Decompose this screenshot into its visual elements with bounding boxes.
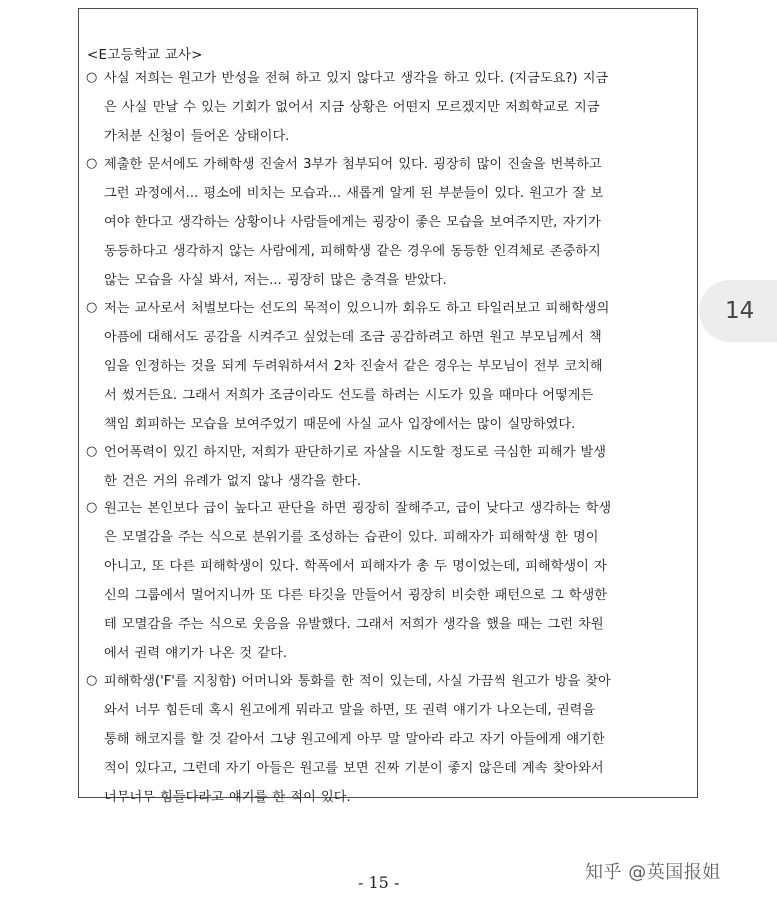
page-tab-number: 14 — [725, 298, 755, 324]
statement-line: 아픔에 대해서도 공감을 시켜주고 싶었는데 조금 공감하려고 하면 원고 부모님께서 책 — [104, 330, 602, 345]
statement-line: 임을 인정하는 것을 되게 두려워하셔서 2차 진술서 같은 경우는 부모님이 전부 코치해 — [104, 359, 603, 374]
statement-line: 통해 해코지를 할 것 같아서 그냥 원고에게 아무 말 말아라 라고 자기 아들에게 얘기한 — [104, 732, 605, 747]
page-number: - 15 - — [358, 873, 400, 892]
statement-line: 저는 교사로서 처벌보다는 선도의 목적이 있으니까 회유도 하고 타일러보고 피해학생의 — [104, 301, 610, 316]
statement-line: 동등하다고 생각하지 않는 사람에게, 피해학생 같은 경우에 동등한 인격체로 존중하지 — [104, 244, 601, 259]
statement-line: 제출한 문서에도 가해학생 진술서 3부가 첨부되어 있다. 굉장히 많이 진술을 번복하고 — [104, 157, 602, 172]
statement-line: 너무너무 힘들다라고 얘기를 한 적이 있다. — [104, 790, 351, 805]
statement-item — [86, 445, 692, 503]
statement-line: 테 모멸감을 주는 식으로 웃음을 유발했다. 그래서 저희가 생각을 했을 때는 그런 차원 — [104, 617, 604, 632]
statement-item — [86, 157, 692, 302]
statement-line: 적이 있다고, 그런데 자기 아들은 원고를 보면 진짜 기분이 좋지 않은데 계속 찾아와서 — [104, 761, 604, 776]
statement-item — [86, 674, 692, 819]
statement-line: 그런 과정에서... 평소에 비치는 모습과... 새롭게 알게 된 부분들이 있다. 원고가 잘 보 — [104, 186, 604, 201]
statement-line: 않는 모습을 사실 봐서, 저는... 굉장히 많은 충격을 받았다. — [104, 273, 447, 288]
watermark: 知乎 @英国报姐 — [585, 862, 721, 883]
statement-line: 은 모멸감을 주는 식으로 분위기를 조성하는 습관이 있다. 피해자가 피해학생 한 명이 — [104, 530, 599, 545]
circle-bullet-icon: ○ — [86, 70, 98, 85]
circle-bullet-icon: ○ — [86, 500, 98, 515]
section-title: <E고등학교 교사> — [87, 47, 203, 63]
statement-item — [86, 71, 692, 158]
statement-line: 와서 너무 힘든데 혹시 원고에게 뭐라고 말을 하면, 또 권력 얘기가 나오는데, 권력을 — [104, 703, 596, 718]
statement-line: 은 사실 만날 수 있는 기회가 없어서 지금 상황은 어떤지 모르겠지만 저희학교로 지금 — [104, 100, 600, 115]
page-tab[interactable] — [699, 280, 777, 342]
statement-line: 신의 그룹에서 멀어지니까 또 다른 타깃을 만들어서 굉장히 비슷한 패턴으로 그 학생한 — [104, 588, 607, 603]
statement-line: 서 썼거든요. 그래서 저희가 조금이라도 선도를 하려는 시도가 있을 때마다 어떻게든 — [104, 388, 594, 403]
circle-bullet-icon: ○ — [86, 673, 98, 688]
circle-bullet-icon: ○ — [86, 444, 98, 459]
statement-line: 아니고, 또 다른 피해학생이 있다. 학폭에서 피해자가 총 두 명이었는데, 피해학생이 자 — [104, 559, 607, 574]
statement-line: 에서 권력 얘기가 나온 것 같다. — [104, 646, 288, 661]
statement-line: 원고는 본인보다 급이 높다고 판단을 하면 굉장히 잘해주고, 급이 낮다고 생각하는 학생 — [104, 501, 612, 516]
statement-line: 피해학생('F'를 지칭함) 어머니와 통화를 한 적이 있는데, 사실 가끔씩 원고가 방을 찾아 — [104, 674, 611, 689]
statement-line: 책임 회피하는 모습을 보여주었기 때문에 사실 교사 입장에서는 많이 실망하였다. — [104, 417, 576, 432]
circle-bullet-icon: ○ — [86, 300, 98, 315]
statement-line: 가처분 신청이 들어온 상태이다. — [104, 129, 290, 144]
statement-line: 사실 저희는 원고가 반성을 전혀 하고 있지 않다고 생각을 하고 있다. (지금도요?) 지금 — [104, 71, 609, 86]
circle-bullet-icon: ○ — [86, 156, 98, 171]
statement-item — [86, 301, 692, 446]
statement-line: 언어폭력이 있긴 하지만, 저희가 판단하기로 자살을 시도할 정도로 극심한 피해가 발생 — [104, 445, 606, 460]
document-frame — [78, 8, 698, 805]
statement-line: 여야 한다고 생각하는 상황이나 사람들에게는 굉장이 좋은 모습을 보여주지만, 자기가 — [104, 215, 601, 230]
statement-line: 한 건은 거의 유례가 없지 않나 생각을 한다. — [104, 474, 362, 489]
statement-item — [86, 501, 692, 675]
